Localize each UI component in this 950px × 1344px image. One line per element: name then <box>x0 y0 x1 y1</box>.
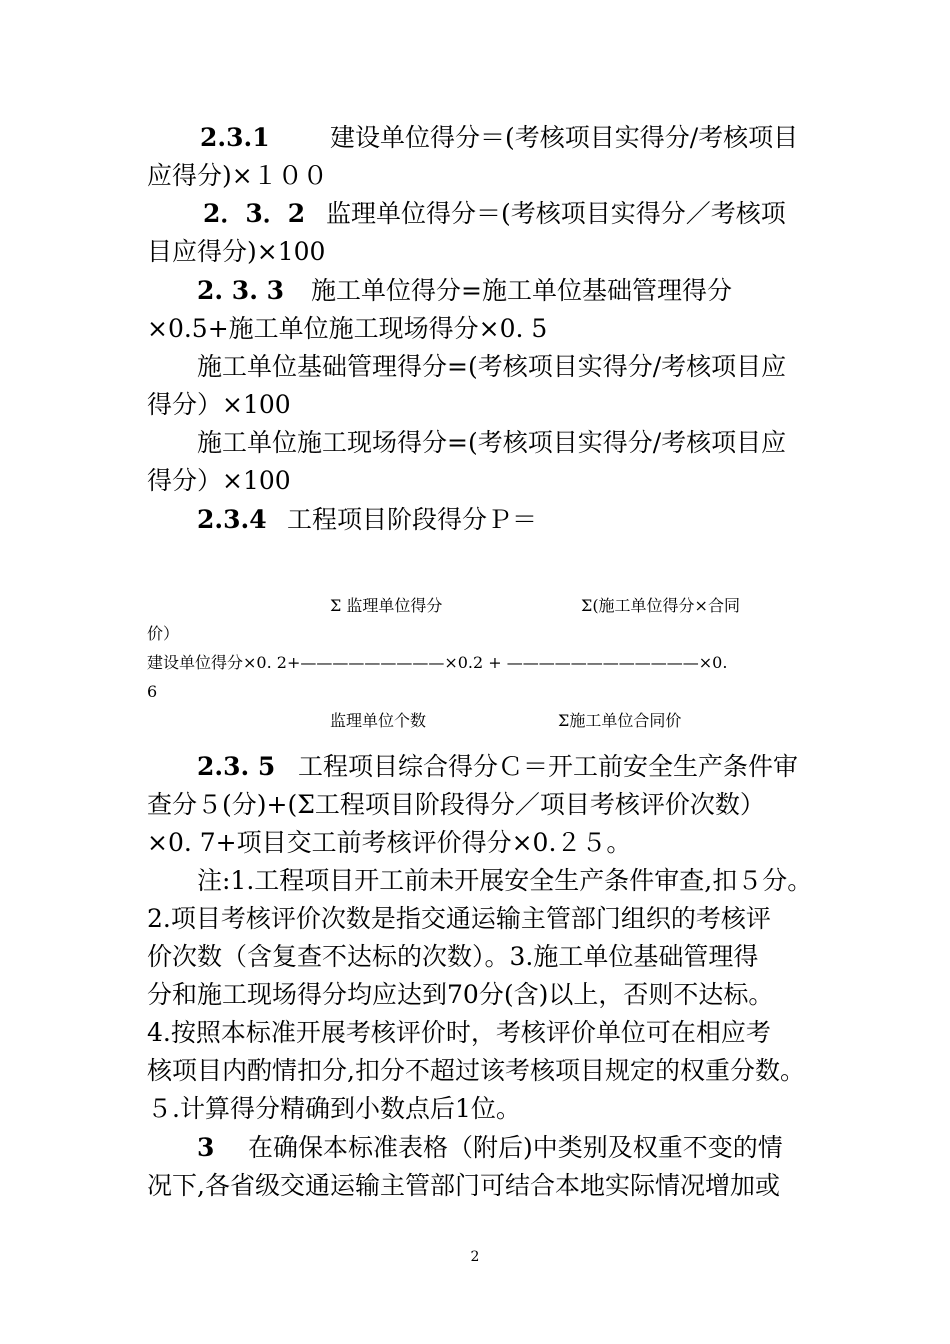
section-number-3: 3 <box>197 1133 215 1162</box>
site-formula-line2: 得分）×100 <box>147 466 291 495</box>
section-text-2-3-2-line1: 监理单位得分＝(考核项目实得分／考核项 <box>326 199 786 228</box>
formula-numerator-2: Σ(施工单位得分×合同 <box>581 596 740 615</box>
section-number-2-3-2: 2．3．2 <box>203 199 306 228</box>
section-text-2-3-3-line2: ×0.5+施工单位施工现场得分×0. 5 <box>147 314 548 343</box>
section-text-2-3-1-line1: 建设单位得分＝(考核项目实得分/考核项目 <box>330 123 799 152</box>
note-line-2: 2.项目考核评价次数是指交通运输主管部门组织的考核评 <box>147 904 771 933</box>
section-text-2-3-5-line2: 查分５(分)+(Σ工程项目阶段得分／项目考核评价次数） <box>147 790 765 819</box>
formula-numerator-1: Σ 监理单位得分 <box>330 596 443 615</box>
formula-denominator-1: 监理单位个数 <box>330 711 427 730</box>
note-line-1: 注:1.工程项目开工前未开展安全生产条件审查,扣５分。 <box>197 866 813 895</box>
site-formula-line1: 施工单位施工现场得分=(考核项目实得分/考核项目应 <box>197 428 787 457</box>
formula-numerator-2-continued: 价） <box>147 624 180 643</box>
section-number-2-3-4: 2.3.4 <box>197 505 267 534</box>
base-management-formula-line2: 得分）×100 <box>147 390 291 419</box>
formula-denominator-2: Σ施工单位合同价 <box>558 711 682 730</box>
section-text-2-3-5-line3: ×0. 7+项目交工前考核评价得分×0.２５。 <box>147 828 632 857</box>
note-line-4: 分和施工现场得分均应达到70分(含)以上，否则不达标。 <box>147 980 774 1009</box>
note-line-3: 价次数（含复查不达标的次数）。3.施工单位基础管理得 <box>147 942 759 971</box>
base-management-formula-line1: 施工单位基础管理得分=(考核项目实得分/考核项目应 <box>197 352 787 381</box>
page-number: 2 <box>470 1249 480 1265</box>
note-line-6: 核项目内酌情扣分,扣分不超过该考核项目规定的权重分数。 <box>147 1056 805 1085</box>
formula-main-line: 建设单位得分×0. 2+—————————×0.2 + ————————————×0. <box>147 653 728 672</box>
section-text-3-line2: 况下,各省级交通运输主管部门可结合本地实际情况增加或 <box>147 1171 780 1200</box>
section-text-2-3-3-line1: 施工单位得分=施工单位基础管理得分 <box>311 276 732 305</box>
section-text-2-3-4: 工程项目阶段得分Ｐ＝ <box>287 505 538 534</box>
section-text-2-3-2-line2: 目应得分)×100 <box>147 237 326 266</box>
formula-main-line-continued: 6 <box>147 682 158 701</box>
section-number-2-3-1: 2.3.1 <box>200 123 270 152</box>
section-text-2-3-5-line1: 工程项目综合得分Ｃ＝开工前安全生产条件审 <box>298 752 799 781</box>
section-text-2-3-1-line2: 应得分)×１００ <box>147 161 328 190</box>
section-text-3-line1: 在确保本标准表格（附后)中类别及权重不变的情 <box>248 1133 783 1162</box>
section-number-2-3-3: 2. 3. 3 <box>197 276 284 305</box>
section-number-2-3-5: 2.3. 5 <box>197 752 276 781</box>
note-line-5: 4.按照本标准开展考核评价时，考核评价单位可在相应考 <box>147 1018 771 1047</box>
note-line-7: ５.计算得分精确到小数点后1位。 <box>147 1094 521 1123</box>
